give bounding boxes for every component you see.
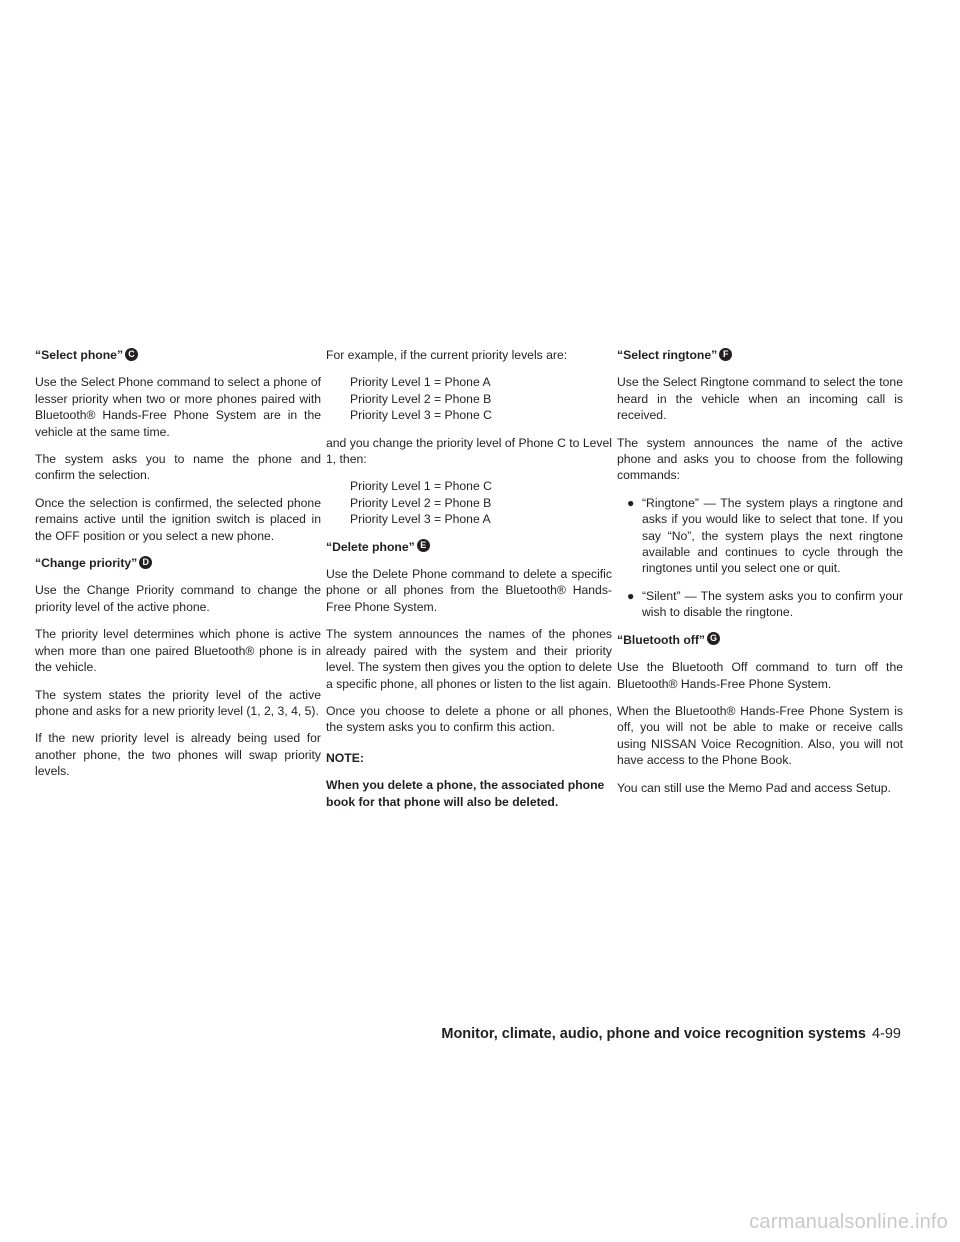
note-text: When you delete a phone, the associated phone book for that phone will also be deleted.	[326, 778, 605, 809]
priority-level-line: Priority Level 3 = Phone C	[350, 408, 492, 423]
callout-e-icon: E	[417, 539, 430, 552]
paragraph: When the Bluetooth® Hands-Free Phone System is off, you will not be able to make or receive calls using NISSAN Voice Recognition. Also, you will not have access to the Phone Book.	[617, 703, 903, 768]
select-ringtone-heading: “Select ringtone” F	[617, 347, 903, 363]
footer-section-title: Monitor, climate, audio, phone and voice recognition systems	[441, 1026, 866, 1042]
callout-f-icon: F	[719, 348, 732, 361]
column-1	[35, 347, 321, 791]
list-item: ● “Silent” — The system asks you to confirm your wish to disable the ringtone.	[627, 588, 903, 620]
select-phone-heading: “Select phone” C	[35, 347, 321, 363]
command-list	[617, 495, 903, 621]
callout-d-icon: D	[139, 556, 152, 569]
paragraph: Use the Bluetooth Off command to turn off the Bluetooth® Hands-Free Phone System.	[617, 660, 903, 691]
priority-level-line: Priority Level 2 = Phone B	[350, 495, 492, 510]
note-label: NOTE:	[326, 750, 364, 765]
paragraph: The system states the priority level of the active phone and asks for a new priority level (1, 2, 3, 4, 5).	[35, 687, 321, 718]
paragraph: The system announces the names of the phones already paired with the system and their priority level. The system then gives you the option to delete a specific phone, all phones or listen to the list again.	[326, 627, 612, 691]
column-2	[326, 347, 612, 821]
paragraph: You can still use the Memo Pad and access Setup.	[617, 780, 891, 795]
paragraph: The priority level determines which phone is active when more than one paired Bluetooth® phone is in the vehicle.	[35, 627, 321, 675]
priority-level-line: Priority Level 1 = Phone C	[350, 479, 492, 494]
paragraph: Once you choose to delete a phone or all phones, the system asks you to confirm this action.	[326, 703, 612, 735]
priority-levels-before	[350, 374, 612, 423]
paragraph: The system announces the name of the active phone and asks you to choose from the following commands:	[617, 435, 903, 483]
priority-level-line: Priority Level 3 = Phone A	[350, 512, 491, 527]
paragraph: Use the Select Ringtone command to select the tone heard in the vehicle when an incoming call is received.	[617, 375, 903, 423]
paragraph: Use the Change Priority command to change the priority level of the active phone.	[35, 583, 321, 614]
list-item: ● “Ringtone” — The system plays a ringtone and asks if you would like to select that tone. If you say “No”, the system plays the next ringtone available and continues to cycle through the ringtones until you select one or quit.	[627, 495, 903, 576]
column-3	[617, 347, 903, 807]
paragraph: and you change the priority level of Phone C to Level 1, then:	[326, 435, 612, 467]
paragraph: Use the Select Phone command to select a phone of lesser priority when two or more phones paired with Bluetooth® Hands-Free Phone System are in the vehicle at the same time.	[35, 375, 321, 439]
bluetooth-off-heading: “Bluetooth off” G	[617, 632, 903, 648]
priority-level-line: Priority Level 2 = Phone B	[350, 391, 492, 406]
paragraph: If the new priority level is already being used for another phone, the two phones will swap priority levels.	[35, 731, 321, 779]
callout-g-icon: G	[707, 632, 720, 645]
paragraph: Use the Delete Phone command to delete a specific phone or all phones from the Bluetooth® Hands-Free Phone System.	[326, 567, 612, 614]
priority-level-line: Priority Level 1 = Phone A	[350, 375, 491, 390]
priority-levels-after	[350, 478, 612, 527]
change-priority-heading: “Change priority” D	[35, 555, 321, 571]
paragraph: Once the selection is confirmed, the selected phone remains active until the ignition switch is placed in the OFF position or you select a new phone.	[35, 495, 321, 543]
watermark: carmanualsonline.info	[749, 1211, 948, 1233]
callout-c-icon: C	[125, 348, 138, 361]
bullet-icon: ●	[627, 588, 635, 603]
bullet-icon: ●	[627, 495, 635, 510]
paragraph: The system asks you to name the phone and confirm the selection.	[35, 452, 321, 483]
page-footer	[441, 1026, 901, 1042]
paragraph: For example, if the current priority levels are:	[326, 348, 568, 362]
page-number: 4-99	[871, 1026, 901, 1042]
delete-phone-heading: “Delete phone” E	[326, 539, 612, 555]
